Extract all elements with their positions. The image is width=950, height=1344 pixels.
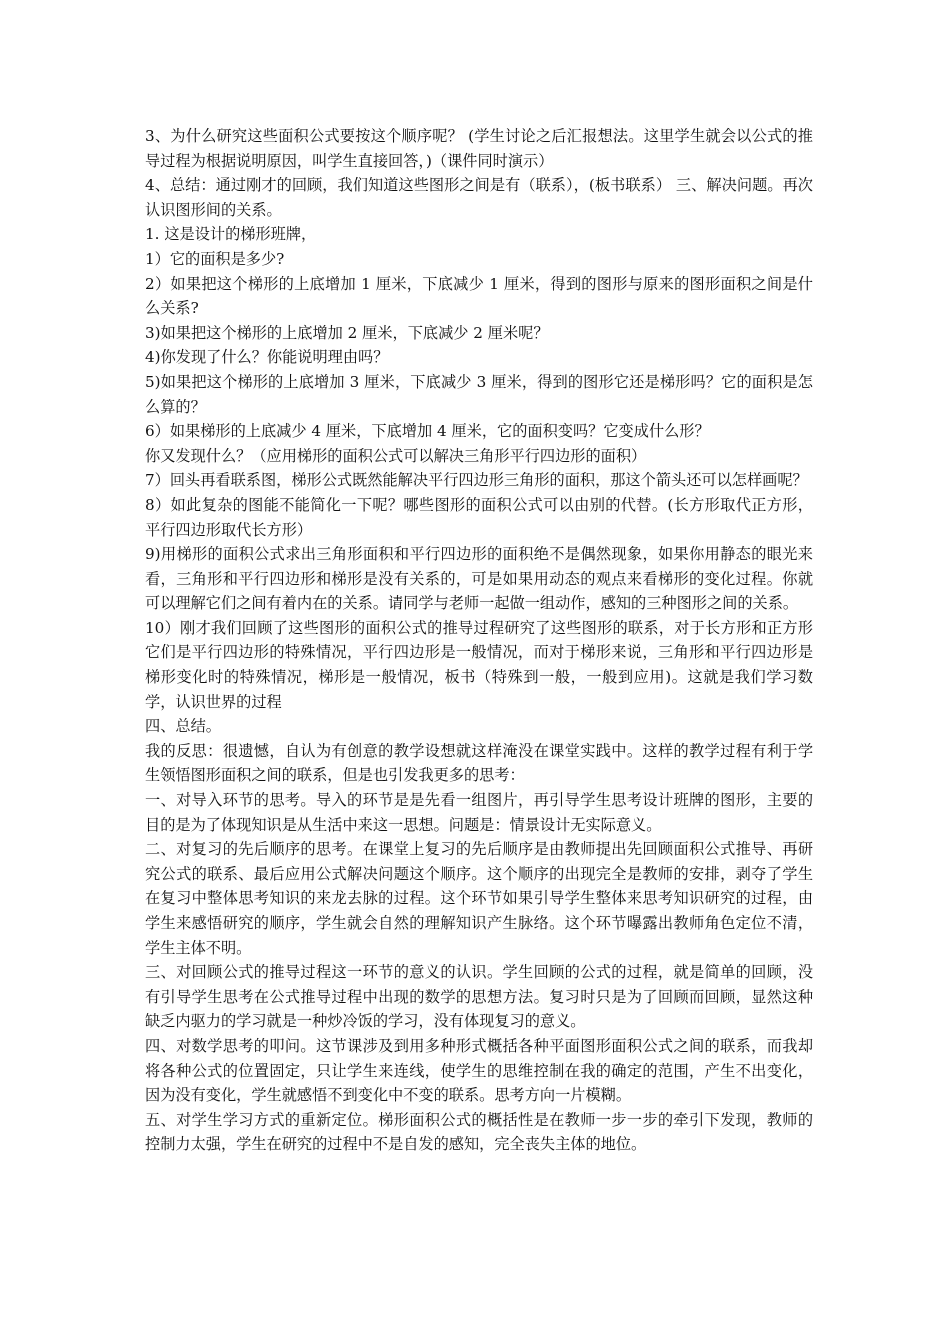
paragraph-reflection: 我的反思：很遗憾，自认为有创意的教学设想就这样淹没在课堂实践中。这样的教学过程有利于学生领悟图形面积之间的联系，但是也引发我更多的思考： xyxy=(145,741,813,785)
question-9: 9)用梯形的面积公式求出三角形面积和平行四边形的面积绝不是偶然现象，如果你用静态的眼光来看，三角形和平行四边形和梯形是没有关系的，可是如果用动态的观点来看梯形的变化过程。你就可以理解它们之间有着内在的关系。请同学与老师一起做一组动作，感知的三种图形之间的关系。 xyxy=(145,545,813,613)
reflection-point-5: 五、对学生学习方式的重新定位。梯形面积公式的概括性是在教师一步一步的牵引下发现，教师的控制力太强，学生在研究的过程中不是自发的感知，完全丧失主体的地位。 xyxy=(145,1110,813,1154)
paragraph-summary-connection: 4、总结：通过刚才的回顾，我们知道这些图形之间是有（联系），(板书联系） 三、解决问题。再次认识图形间的关系。 xyxy=(145,176,813,219)
question-6-followup: 你又发现什么？（应用梯形的面积公式可以解决三角形平行四边形的面积） xyxy=(145,446,647,465)
question-1-area: 1）它的面积是多少? xyxy=(145,249,285,268)
question-2: 2）如果把这个梯形的上底增加 1 厘米，下底减少 1 厘米，得到的图形与原来的图形面积之间是什么关系? xyxy=(145,274,813,318)
reflection-point-2: 二、对复习的先后顺序的思考。在课堂上复习的先后顺序是由教师提出先回顾面积公式推导、再研究公式的联系、最后应用公式解决问题这个顺序。这个顺序的出现完全是教师的安排，剥夺了学生在复习中整体思考知识的来龙去脉的过程。这个环节如果引导学生整体来思考知识研究的过程，由学生来感悟研究的顺序，学生就会自然的理解知识产生脉络。这个环节曝露出教师角色定位不清，学生主体不明。 xyxy=(145,840,813,957)
reflection-point-3: 三、对回顾公式的推导过程这一环节的意义的认识。学生回顾的公式的过程，就是简单的回顾，没有引导学生思考在公式推导过程中出现的数学的思想方法。复习时只是为了回顾而回顾，显然这种缺乏内驱力的学习就是一种炒冷饭的学习，没有体现复习的意义。 xyxy=(145,963,813,1031)
section-heading-summary: 四、总结。 xyxy=(145,717,221,736)
question-3: 3)如果把这个梯形的上底增加 2 厘米，下底减少 2 厘米呢？ xyxy=(145,323,549,342)
question-6: 6）如果梯形的上底减少 4 厘米，下底增加 4 厘米，它的面积变吗？它变成什么形？ xyxy=(145,422,710,441)
question-8: 8）如此复杂的图能不能简化一下呢？哪些图形的面积公式可以由别的代替。(长方形取代正方形，平行四边形取代长方形） xyxy=(145,495,813,539)
reflection-point-1: 一、对导入环节的思考。导入的环节是是先看一组图片，再引导学生思考设计班牌的图形，主要的目的是为了体现知识是从生活中来这一思想。问题是：情景设计无实际意义。 xyxy=(145,791,813,834)
paragraph-q3-order: 3、为什么研究这些面积公式要按这个顺序呢？ (学生讨论之后汇报想法。这里学生就会以公式的推导过程为根据说明原因，叫学生直接回答，)（课件同时演示） xyxy=(145,127,813,170)
reflection-point-4: 四、对数学思考的叩问。这节课涉及到用多种形式概括各种平面图形面积公式之间的联系，而我却将各种公式的位置固定，只让学生来连线，使学生的思维控制在我的确定的范围，产生不出变化，因为没有变化，学生就感悟不到变化中不变的联系。思考方向一片模糊。 xyxy=(145,1036,813,1105)
question-4: 4)你发现了什么？你能说明理由吗？ xyxy=(145,348,389,367)
question-7: 7）回头再看联系图，梯形公式既然能解决平行四边形三角形的面积，那这个箭头还可以怎样画呢？ xyxy=(145,471,808,490)
question-10: 10）刚才我们回顾了这些图形的面积公式的推导过程研究了这些图形的联系，对于长方形和正方形它们是平行四边形的特殊情况，平行四边形是一般情况，而对于梯形来说，三角形和平行四边形是梯形变化时的特殊情况，梯形是一般情况，板书（特殊到一般，一般到应用)。这就是我们学习数学，认识世界的过程 xyxy=(145,618,813,711)
question-5: 5)如果把这个梯形的上底增加 3 厘米，下底减少 3 厘米，得到的图形它还是梯形吗？它的面积是怎么算的？ xyxy=(145,372,813,416)
paragraph-trapezoid-sign: 1. 这是设计的梯形班牌， xyxy=(145,225,317,244)
document-page xyxy=(145,124,813,1157)
